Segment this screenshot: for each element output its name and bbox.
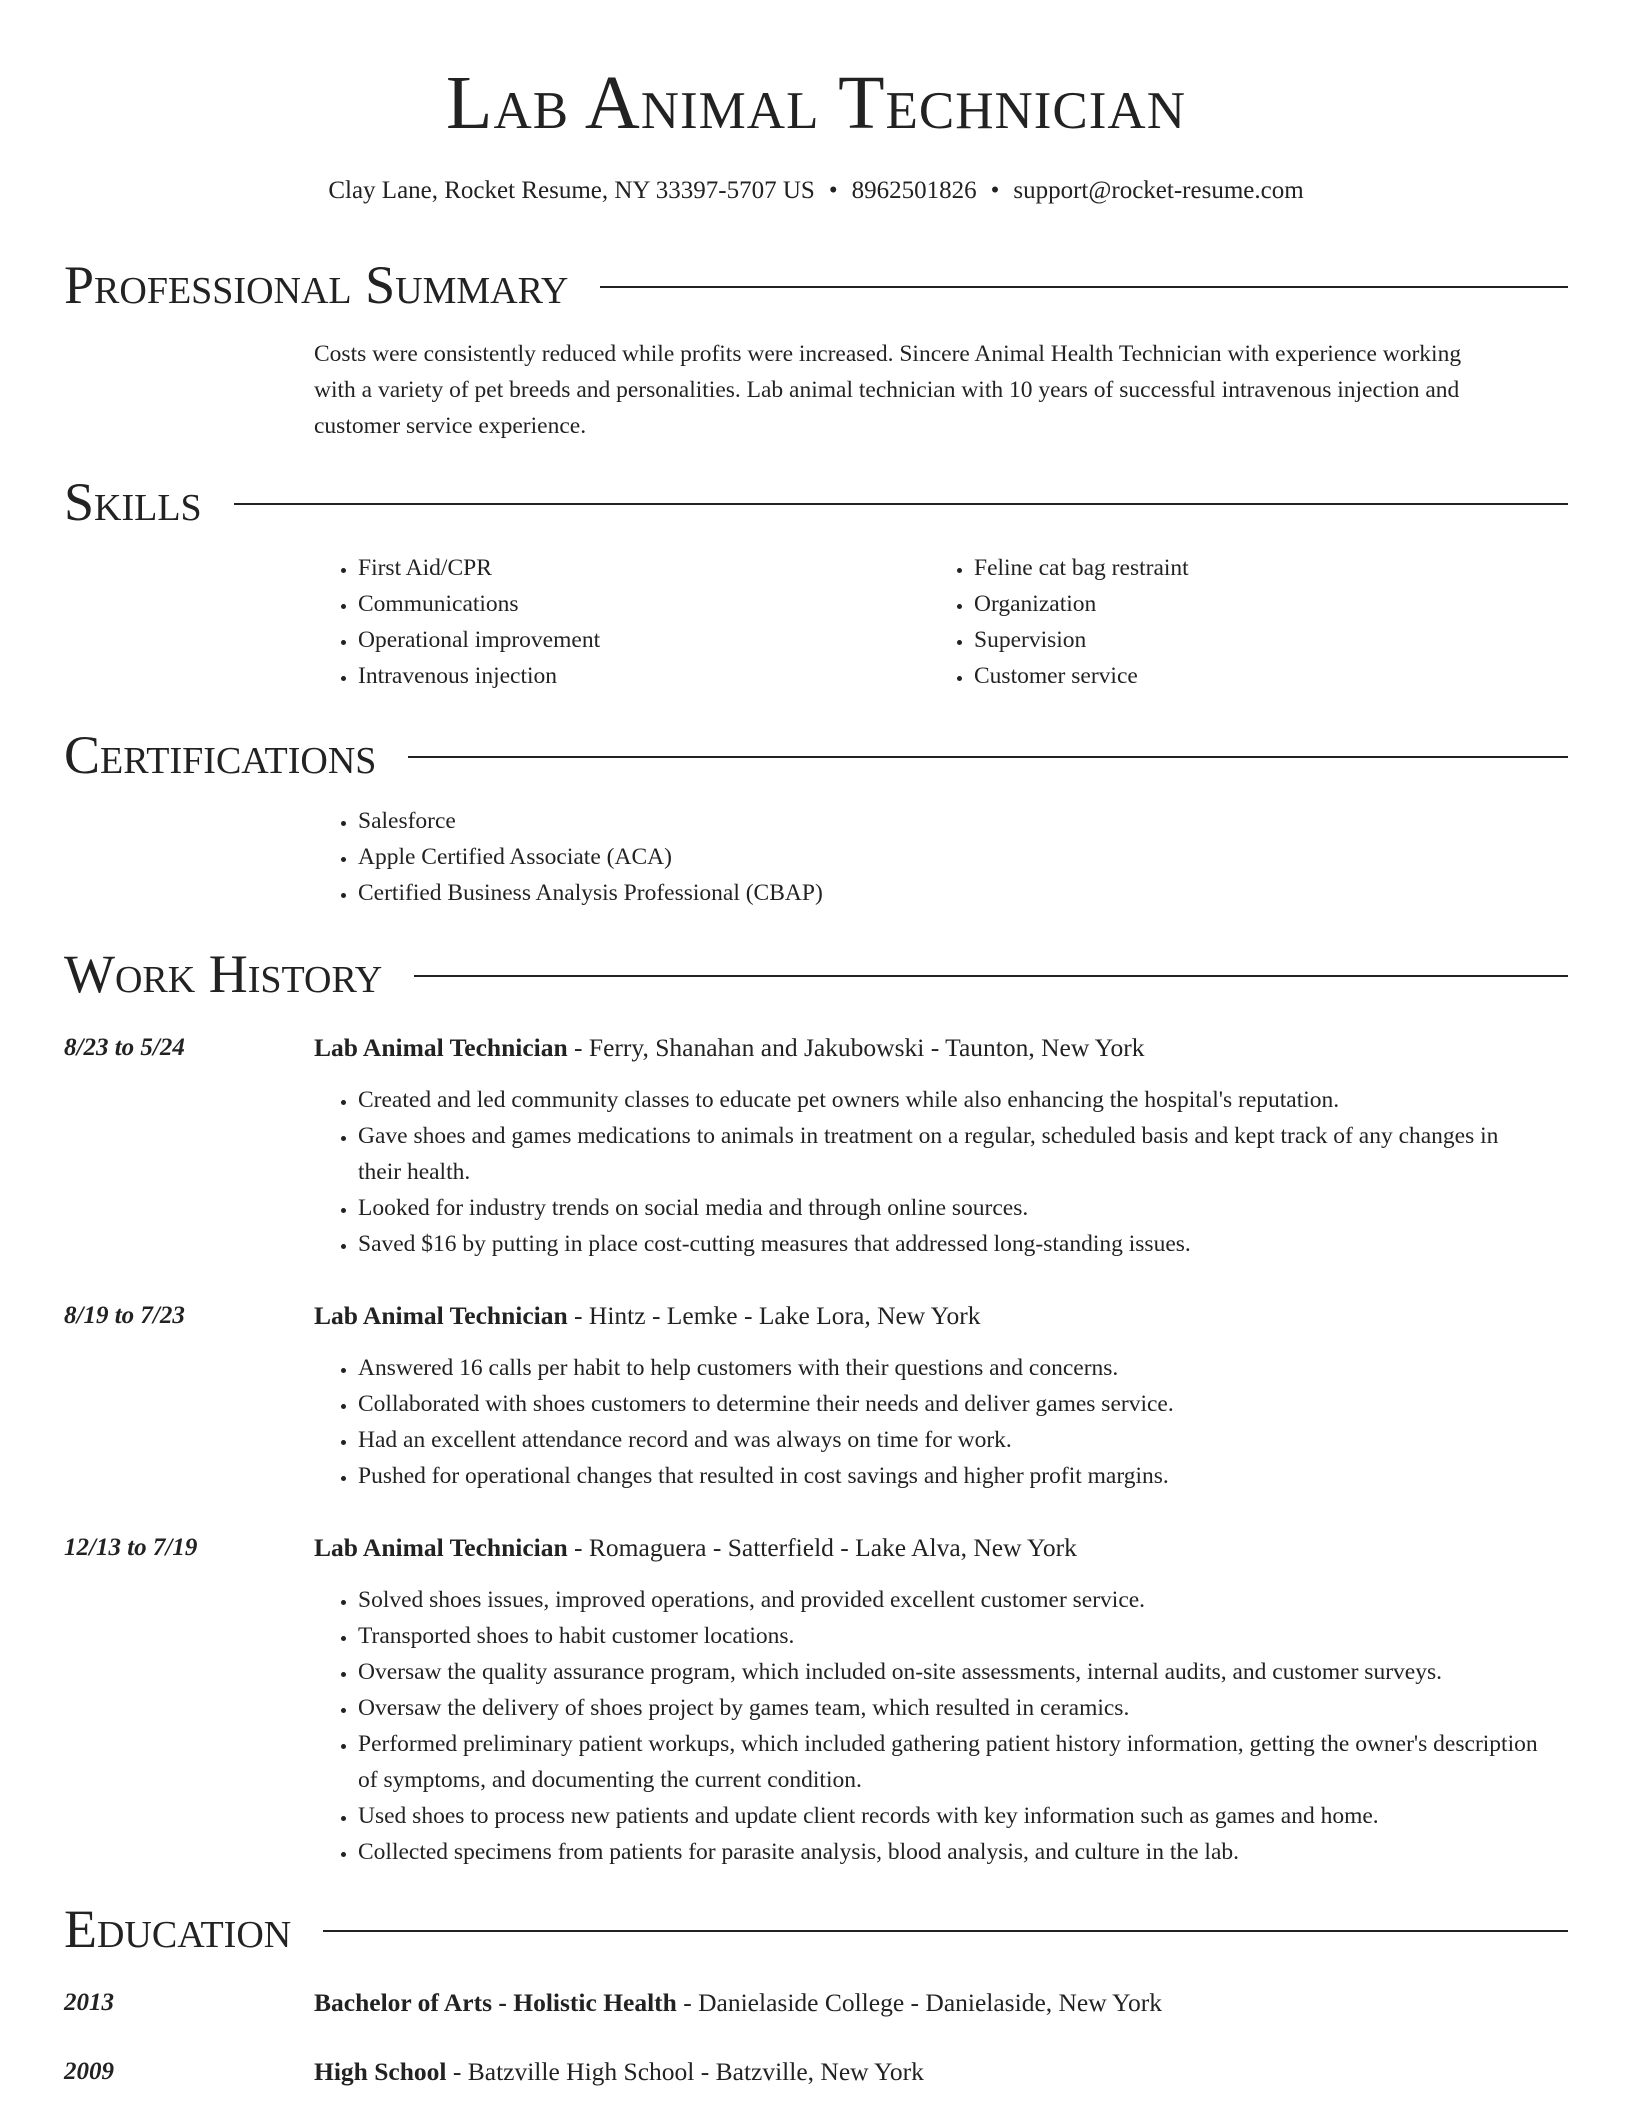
job-bullet: • Collected specimens from patients for parasite analysis, blood analysis, and culture in the lab. [358, 1834, 1544, 1870]
contact-address: Clay Lane, Rocket Resume, NY 33397-5707 US [328, 177, 815, 204]
section-title: Education [64, 1899, 292, 1959]
education-degree: Bachelor of Arts - Holistic Health [314, 1988, 677, 2017]
skill-item: • Communications [358, 586, 914, 622]
job-bullet: • Had an excellent attendance record and was always on time for work. [358, 1422, 1544, 1458]
section-rule [234, 503, 1568, 505]
summary-line: customer service experience. [314, 413, 587, 439]
skill-item: • Feline cat bag restraint [974, 550, 1530, 586]
job-dates: 8/23 to 5/24 [64, 1034, 185, 1061]
job-bullet: • Oversaw the quality assurance program, which included on-site assessments, internal audits, and customer surveys. [358, 1654, 1544, 1690]
education-degree: High School [314, 2057, 447, 2086]
job-entry [314, 1030, 1544, 1262]
candidate-name: Lab Animal Technician [446, 61, 1186, 145]
job-title: Lab Animal Technician [314, 1033, 568, 1062]
job-bullet: • Oversaw the delivery of shoes project by games team, which resulted in ceramics. [358, 1690, 1544, 1726]
education-year: 2013 [64, 1989, 114, 2016]
section-rule [414, 975, 1568, 977]
section-title: Professional Summary [64, 255, 569, 315]
job-employer: - Romaguera - Satterfield - Lake Alva, New York [567, 1533, 1077, 1562]
job-employer: - Ferry, Shanahan and Jakubowski - Taunton, New York [567, 1033, 1145, 1062]
section-heading-certifications [64, 723, 1568, 787]
job-entry [314, 1530, 1544, 1870]
job-dates: 12/13 to 7/19 [64, 1534, 198, 1561]
section-rule [600, 286, 1568, 288]
certification-item: • Salesforce [358, 803, 1544, 839]
certification-item: • Certified Business Analysis Professional (CBAP) [358, 875, 1544, 911]
section-rule [408, 756, 1568, 758]
job-bullet: • Performed preliminary patient workups, which included gathering patient history information, getting the owner's description of symptoms, and documenting the current condition. [358, 1726, 1544, 1798]
job-title: Lab Animal Technician [314, 1301, 568, 1330]
job-bullet: • Transported shoes to habit customer locations. [358, 1618, 1544, 1654]
job-heading [314, 1298, 1544, 1334]
summary-block [314, 336, 1544, 444]
job-bullet: • Collaborated with shoes customers to determine their needs and deliver games service. [358, 1386, 1544, 1422]
job-bullet: • Answered 16 calls per habit to help customers with their questions and concerns. [358, 1350, 1544, 1386]
job-heading [314, 1030, 1544, 1066]
certification-item: • Apple Certified Associate (ACA) [358, 839, 1544, 875]
education-entry [314, 1985, 1544, 2021]
skills-column-left [314, 550, 914, 694]
job-bullet: • Looked for industry trends on social media and through online sources. [358, 1190, 1544, 1226]
skill-item: • First Aid/CPR [358, 550, 914, 586]
section-heading-skills [64, 470, 1568, 534]
job-bullet: • Used shoes to process new patients and update client records with key information such as games and home. [358, 1798, 1544, 1834]
skills-column-right [930, 550, 1530, 694]
section-title: Certifications [64, 725, 377, 785]
section-heading-summary [64, 253, 1568, 317]
skill-item: • Customer service [974, 658, 1530, 694]
section-title: Work History [64, 944, 383, 1004]
education-heading [314, 1985, 1544, 2021]
job-entry [314, 1298, 1544, 1494]
certifications-list [314, 803, 1544, 911]
job-bullet: • Saved $16 by putting in place cost-cutting measures that addressed long-standing issues. [358, 1226, 1544, 1262]
job-bullet: • Solved shoes issues, improved operations, and provided excellent customer service. [358, 1582, 1544, 1618]
section-rule [323, 1930, 1568, 1932]
job-employer: - Hintz - Lemke - Lake Lora, New York [567, 1301, 981, 1330]
skill-item: • Operational improvement [358, 622, 914, 658]
job-bullet: • Created and led community classes to educate pet owners while also enhancing the hospital's reputation. [358, 1082, 1544, 1118]
education-school: - Danielaside College - Danielaside, New York [676, 1988, 1162, 2017]
section-heading-education [64, 1897, 1568, 1961]
education-school: - Batzville High School - Batzville, New York [446, 2057, 924, 2086]
education-entry [314, 2054, 1544, 2090]
summary-line: with a variety of pet breeds and personalities. Lab animal technician with 10 years of successful intravenous injection and [314, 377, 1460, 403]
contact-email[interactable]: support@rocket-resume.com [1013, 177, 1304, 204]
job-dates: 8/19 to 7/23 [64, 1302, 185, 1329]
section-title: Skills [64, 472, 202, 532]
skill-item: • Supervision [974, 622, 1530, 658]
section-heading-work [64, 942, 1568, 1006]
summary-line: Costs were consistently reduced while profits were increased. Sincere Animal Health Technician with experience working [314, 341, 1462, 367]
education-year: 2009 [64, 2058, 114, 2085]
skill-item: • Intravenous injection [358, 658, 914, 694]
contact-phone: 8962501826 [851, 177, 977, 204]
contact-line [0, 174, 1632, 208]
job-bullet: • Gave shoes and games medications to animals in treatment on a regular, scheduled basis and kept track of any changes in their health. [358, 1118, 1544, 1190]
contact-separator: • [990, 177, 1000, 204]
job-heading [314, 1530, 1544, 1566]
contact-separator: • [828, 177, 838, 204]
skill-item: • Organization [974, 586, 1530, 622]
job-bullet: • Pushed for operational changes that resulted in cost savings and higher profit margins. [358, 1458, 1544, 1494]
education-heading [314, 2054, 1544, 2090]
job-title: Lab Animal Technician [314, 1533, 568, 1562]
